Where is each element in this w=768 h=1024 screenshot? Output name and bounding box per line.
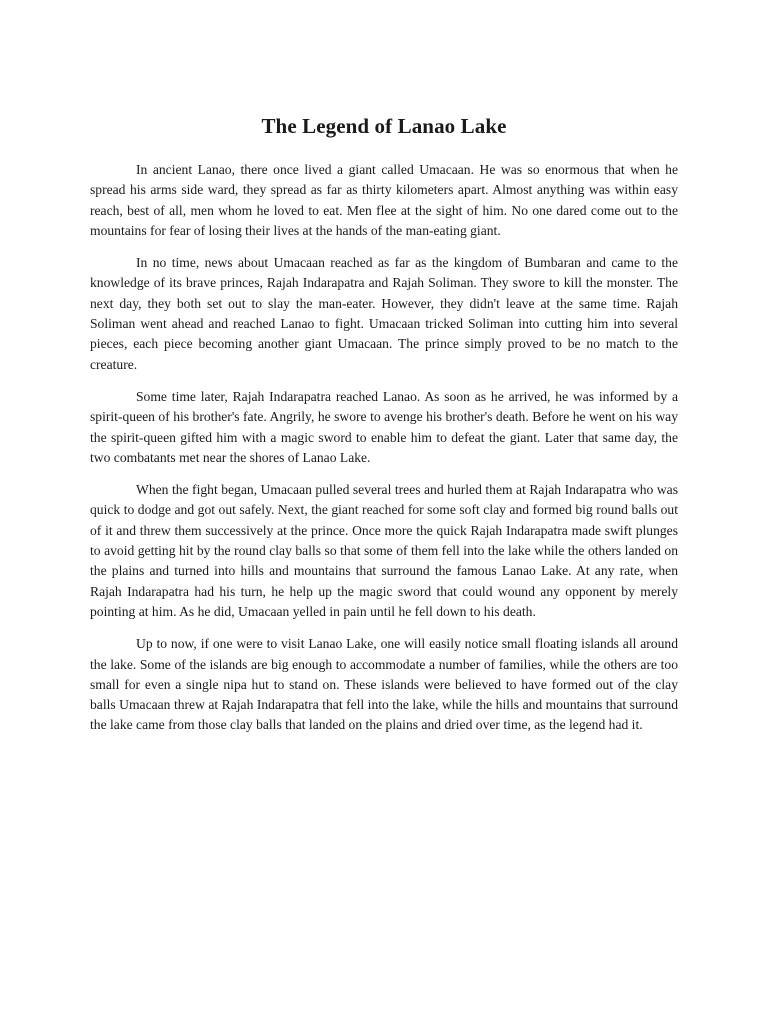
paragraph-5: Up to now, if one were to visit Lanao Lake, one will easily notice small floating islands all around the lake. Some of the islands are big enough to accommodate a number of families, while the others are too small for even a single nipa hut to stand on. These islands were believed to have formed out of the clay balls Umacaan threw at Rajah Indarapatra that fell into the lake, while the hills and mountains that surround the lake came from those clay balls that landed on the plains and dried over time, as the legend had it. [90, 636, 678, 733]
paragraph-1: In ancient Lanao, there once lived a giant called Umacaan. He was so enormous that when he spread his arms side ward, they spread as far as thirty kilometers apart. Almost anything was within easy reach, best of all, men whom he loved to eat. Men flee at the sight of him. No one dared come out to the mountains for fear of losing their lives at the hands of the man-eating giant. [90, 162, 678, 238]
paragraph-2: In no time, news about Umacaan reached as far as the kingdom of Bumbaran and came to the knowledge of its brave princes, Rajah Indarapatra and Rajah Soliman. They swore to kill the monster. The next day, they both set out to slay the man-eater. However, they didn't leave at the same time. Rajah Soliman went ahead and reached Lanao to fight. Umacaan tricked Soliman into cutting him into several pieces, each piece becoming another giant Umacaan. The prince simply proved to be no match to the creature. [90, 255, 678, 372]
document-title: The Legend of Lanao Lake [261, 114, 507, 138]
paragraph-4: When the fight began, Umacaan pulled several trees and hurled them at Rajah Indarapatra who was quick to dodge and got out safely. Next, the giant reached for some soft clay and formed big round balls out of it and threw them successively at the prince. Once more the quick Rajah Indarapatra made swift plunges to avoid getting hit by the round clay balls so that some of them fell into the lake while the others landed on the plains and turned into hills and mountains that surround the famous Lanao Lake. At any rate, when Rajah Indarapatra had his turn, he help up the magic sword that could wound any opponent by merely pointing at him. As he did, Umacaan yelled in pain until he fell down to his death. [90, 482, 678, 619]
paragraph-3: Some time later, Rajah Indarapatra reached Lanao. As soon as he arrived, he was informed by a spirit-queen of his brother's fate. Angrily, he swore to avenge his brother's death. Before he went on his way the spirit-queen gifted him with a magic sword to enable him to defeat the giant. Later that same day, the two combatants met near the shores of Lanao Lake. [90, 388, 678, 465]
document-page [90, 112, 678, 748]
